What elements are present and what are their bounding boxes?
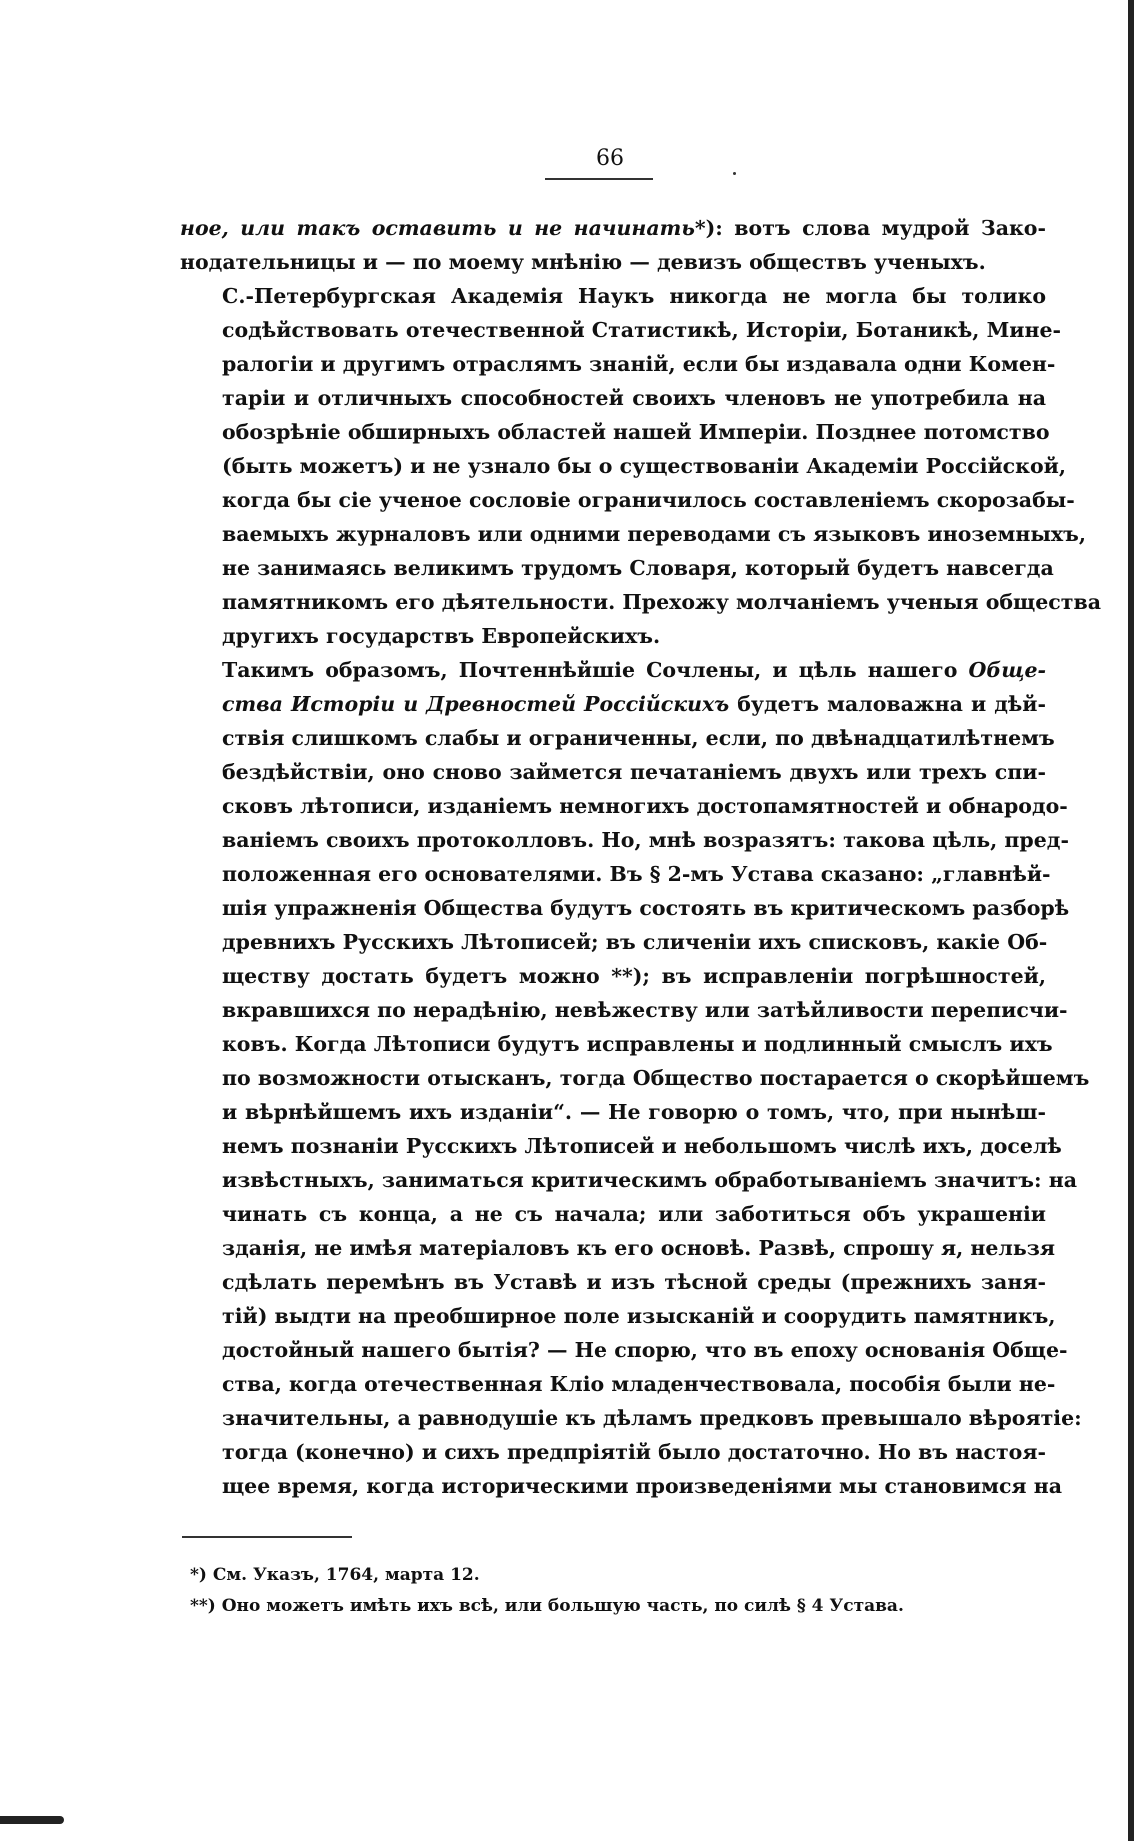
text-segment: ваніемъ своихъ протоколловъ. Но, мнѣ возразятъ: такова цѣль, пред-: [222, 828, 1069, 852]
text-line: [180, 585, 1101, 619]
text-segment: древнихъ Русскихъ Лѣтописей; въ сличеніи ихъ списковъ, какіе Об-: [222, 930, 1048, 954]
italic-text: Обще-: [968, 658, 1046, 682]
text-line: [180, 211, 1046, 245]
text-segment: зданія, не имѣя матеріаловъ къ его основѣ. Развѣ, спрошу я, нельзя: [222, 1236, 1056, 1260]
text-segment: и вѣрнѣйшемъ ихъ изданіи“. — Не говорю о томъ, что, при нынѣш-: [222, 1100, 1046, 1124]
text-line: [180, 517, 1086, 551]
text-line: [180, 279, 1046, 313]
text-line: [180, 245, 1046, 279]
body-text: [180, 211, 1101, 1503]
text-line: [180, 1197, 1046, 1231]
text-line: [180, 449, 1066, 483]
text-line: [180, 415, 1050, 449]
italic-text: ное, или такъ оставить и не начинать: [180, 216, 695, 240]
paragraph: [180, 211, 1046, 279]
text-line: [180, 1333, 1068, 1367]
text-segment: другихъ государствъ Европейскихъ.: [222, 624, 661, 648]
text-segment: немъ познаніи Русскихъ Лѣтописей и небольшомъ числѣ ихъ, доселѣ: [222, 1134, 1062, 1158]
text-segment: сковъ лѣтописи, изданіемъ немногихъ достопамятностей и обнародо-: [222, 794, 1068, 818]
text-segment: тій) выдти на преобширное поле изысканій и соорудить памятникъ,: [222, 1304, 1056, 1328]
text-line: [180, 313, 1062, 347]
text-segment: щее время, когда историческими произведеніями мы становимся на: [222, 1474, 1062, 1498]
text-segment: вкравшихся по нерадѣнію, невѣжеству или затѣйливости переписчи-: [222, 998, 1068, 1022]
paragraph: [180, 653, 1090, 1503]
text-line: [180, 1265, 1046, 1299]
italic-text: ства Исторіи и Древностей Россійскихъ: [222, 692, 730, 716]
text-line: [180, 653, 1046, 687]
text-segment: достойный нашего бытія? — Не спорю, что въ епоху основанія Обще-: [222, 1338, 1068, 1362]
text-line: [180, 687, 1046, 721]
scan-artifact: [0, 1816, 64, 1824]
page-number-underline: [545, 178, 653, 180]
text-line: [180, 483, 1075, 517]
text-segment: ществу достать будетъ можно **); въ исправленіи погрѣшностей,: [222, 964, 1046, 988]
text-segment: ралогіи и другимъ отраслямъ знаній, если бы издавала одни Комен-: [222, 352, 1056, 376]
scan-edge-line: [1128, 0, 1134, 1841]
text-line: [180, 1231, 1056, 1265]
paragraph: [180, 279, 1101, 653]
text-line: [180, 1435, 1046, 1469]
footnote-separator: [182, 1536, 352, 1538]
text-line: [180, 1299, 1056, 1333]
text-segment: ства, когда отечественная Кліо младенчествовала, пособія были не-: [222, 1372, 1056, 1396]
text-segment: (быть можетъ) и не узнало бы о существованіи Академіи Россійской,: [222, 454, 1066, 478]
stray-dot: [733, 172, 736, 175]
text-segment: ствія слишкомъ слабы и ограниченны, если, по двѣнадцатилѣтнемъ: [222, 726, 1055, 750]
text-line: [180, 1095, 1046, 1129]
footnotes: [190, 1560, 1050, 1622]
text-segment: нодательницы и — по моему мнѣнію — девизъ обществъ ученыхъ.: [180, 250, 986, 274]
text-line: [180, 925, 1046, 959]
text-segment: когда бы сіе ученое сословіе ограничилось составленіемъ скорозабы-: [222, 488, 1075, 512]
text-segment: извѣстныхъ, заниматься критическимъ обработываніемъ значитъ: на: [222, 1168, 1078, 1192]
text-segment: Такимъ образомъ, Почтеннѣйшіе Сочлены, и цѣль нашего: [222, 658, 969, 682]
text-segment: сдѣлать перемѣнъ въ Уставѣ и изъ тѣсной среды (прежнихъ заня-: [222, 1270, 1046, 1294]
text-line: [180, 347, 1056, 381]
page-number: 66: [596, 146, 624, 171]
text-line: [180, 857, 1051, 891]
text-segment: С.-Петербургская Академія Наукъ никогда не могла бы толико: [222, 284, 1046, 308]
text-line: [180, 381, 1046, 415]
text-line: [180, 993, 1068, 1027]
text-line: [180, 755, 1046, 789]
text-line: [180, 619, 1046, 653]
text-line: [180, 823, 1069, 857]
text-line: [180, 721, 1055, 755]
text-segment: обозрѣніе обширныхъ областей нашей Имперіи. Позднее потомство: [222, 420, 1050, 444]
text-segment: тогда (конечно) и сихъ предпріятій было достаточно. Но въ настоя-: [222, 1440, 1046, 1464]
text-segment: положенная его основателями. Въ § 2-мъ Устава сказано: „главнѣй-: [222, 862, 1051, 886]
text-segment: шія упражненія Общества будутъ состоять въ критическомъ разборѣ: [222, 896, 1070, 920]
text-segment: ваемыхъ журналовъ или одними переводами съ языковъ иноземныхъ,: [222, 522, 1086, 546]
text-line: [180, 1129, 1062, 1163]
text-line: [180, 1401, 1082, 1435]
text-segment: не занимаясь великимъ трудомъ Словаря, который будетъ навсегда: [222, 556, 1054, 580]
text-line: [180, 1163, 1078, 1197]
text-segment: ковъ. Когда Лѣтописи будутъ исправлены и подлинный смыслъ ихъ: [222, 1032, 1053, 1056]
text-line: [180, 551, 1054, 585]
text-segment: чинать съ конца, а не съ начала; или заботиться объ украшеніи: [222, 1202, 1046, 1226]
footnote-2: **) Оно можетъ имѣть ихъ всѣ, или большую часть, по силѣ § 4 Устава.: [190, 1596, 904, 1616]
footnote-1: *) См. Указъ, 1764, марта 12.: [190, 1565, 480, 1585]
text-segment: будетъ маловажна и дѣй-: [729, 692, 1046, 716]
text-segment: таріи и отличныхъ способностей своихъ членовъ не употребила на: [222, 386, 1046, 410]
text-line: [180, 1367, 1056, 1401]
text-line: [180, 1469, 1062, 1503]
text-segment: значительны, а равнодушіе къ дѣламъ предковъ превышало вѣроятіе:: [222, 1406, 1082, 1430]
text-segment: бездѣйствіи, оно сново займется печатаніемъ двухъ или трехъ спи-: [222, 760, 1046, 784]
text-line: [180, 1061, 1090, 1095]
text-line: [180, 959, 1046, 993]
text-segment: *): вотъ слова мудрой Зако-: [694, 216, 1046, 240]
text-line: [180, 891, 1070, 925]
text-segment: содѣйствовать отечественной Статистикѣ, Исторіи, Ботаникѣ, Мине-: [222, 318, 1062, 342]
text-segment: памятникомъ его дѣятельности. Прехожу молчаніемъ ученыя общества: [222, 590, 1101, 614]
text-segment: по возможности отысканъ, тогда Общество постарается о скорѣйшемъ: [222, 1066, 1090, 1090]
text-line: [180, 789, 1068, 823]
text-line: [180, 1027, 1053, 1061]
